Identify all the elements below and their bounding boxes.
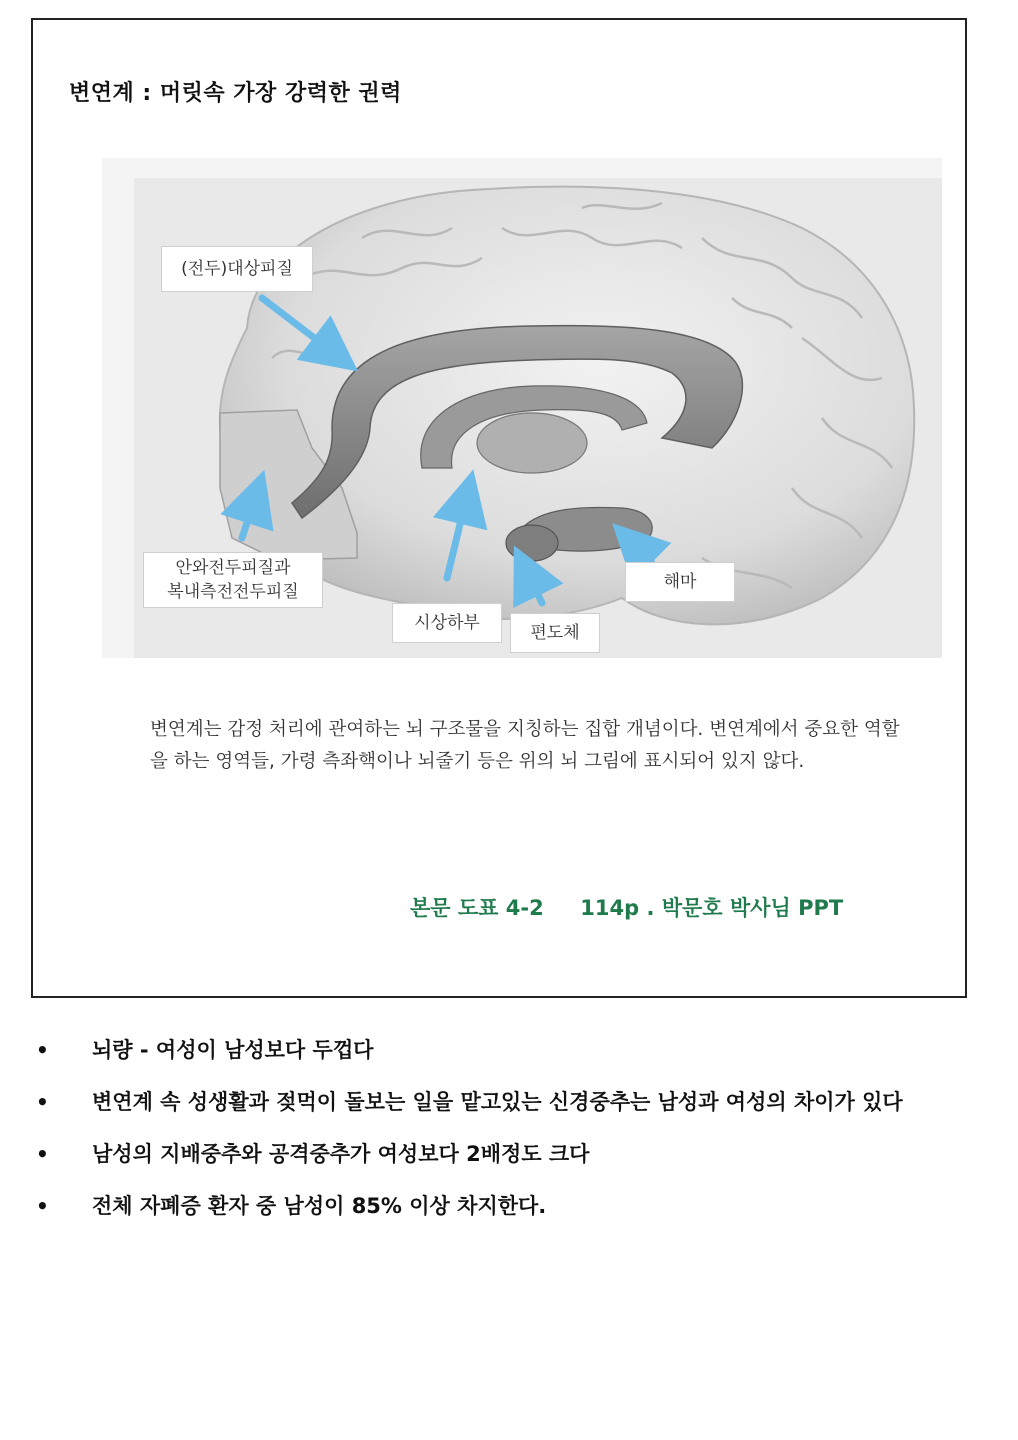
figure-caption: 변연계는 감정 처리에 관여하는 뇌 구조물을 지칭하는 집합 개념이다. 변연계에서 중요한 역할을 하는 영역들, 가령 측좌핵이나 뇌줄기 등은 위의 뇌 그림에 표시되어 있지 않다. — [150, 719, 900, 772]
bullet-dot-icon: • — [36, 1090, 49, 1114]
amygdala — [506, 525, 558, 561]
label-orbitofrontal-line2: 복내측전전두피질 — [167, 582, 299, 602]
label-hypothalamus: 시상하부 — [392, 603, 502, 643]
bullet-dot-icon: • — [36, 1142, 49, 1166]
label-orbitofrontal-line1: 안와전두피질과 — [175, 558, 291, 578]
slide-title: 변연계 : 머릿속 가장 강력한 권력 — [69, 81, 402, 106]
thalamus — [477, 413, 587, 473]
slide-frame — [31, 18, 967, 998]
label-amygdala: 편도체 — [510, 613, 600, 653]
bullet-text: 남성의 지배중추와 공격중추가 여성보다 2배정도 크다 — [92, 1142, 590, 1166]
bullet-dot-icon: • — [36, 1038, 49, 1062]
bullet-item — [36, 1080, 966, 1124]
label-cingulate: (전두)대상피질 — [161, 246, 313, 292]
bullet-item — [36, 1028, 966, 1072]
label-hippocampus: 해마 — [625, 562, 735, 602]
bullet-dot-icon: • — [36, 1194, 49, 1218]
bullet-list — [36, 1028, 966, 1236]
label-orbitofrontal — [143, 552, 323, 608]
bullet-item — [36, 1132, 966, 1176]
bullet-text: 변연계 속 성생활과 젖먹이 돌보는 일을 맡고있는 신경중추는 남성과 여성의 차이가 있다 — [92, 1090, 903, 1114]
source-citation: 본문 도표 4-2 114p . 박문호 박사님 PPT — [410, 896, 844, 920]
bullet-text: 뇌량 - 여성이 남성보다 두껍다 — [92, 1038, 374, 1062]
bullet-item — [36, 1184, 966, 1228]
brain-figure — [102, 158, 942, 658]
bullet-text: 전체 자폐증 환자 중 남성이 85% 이상 차지한다. — [92, 1194, 547, 1218]
